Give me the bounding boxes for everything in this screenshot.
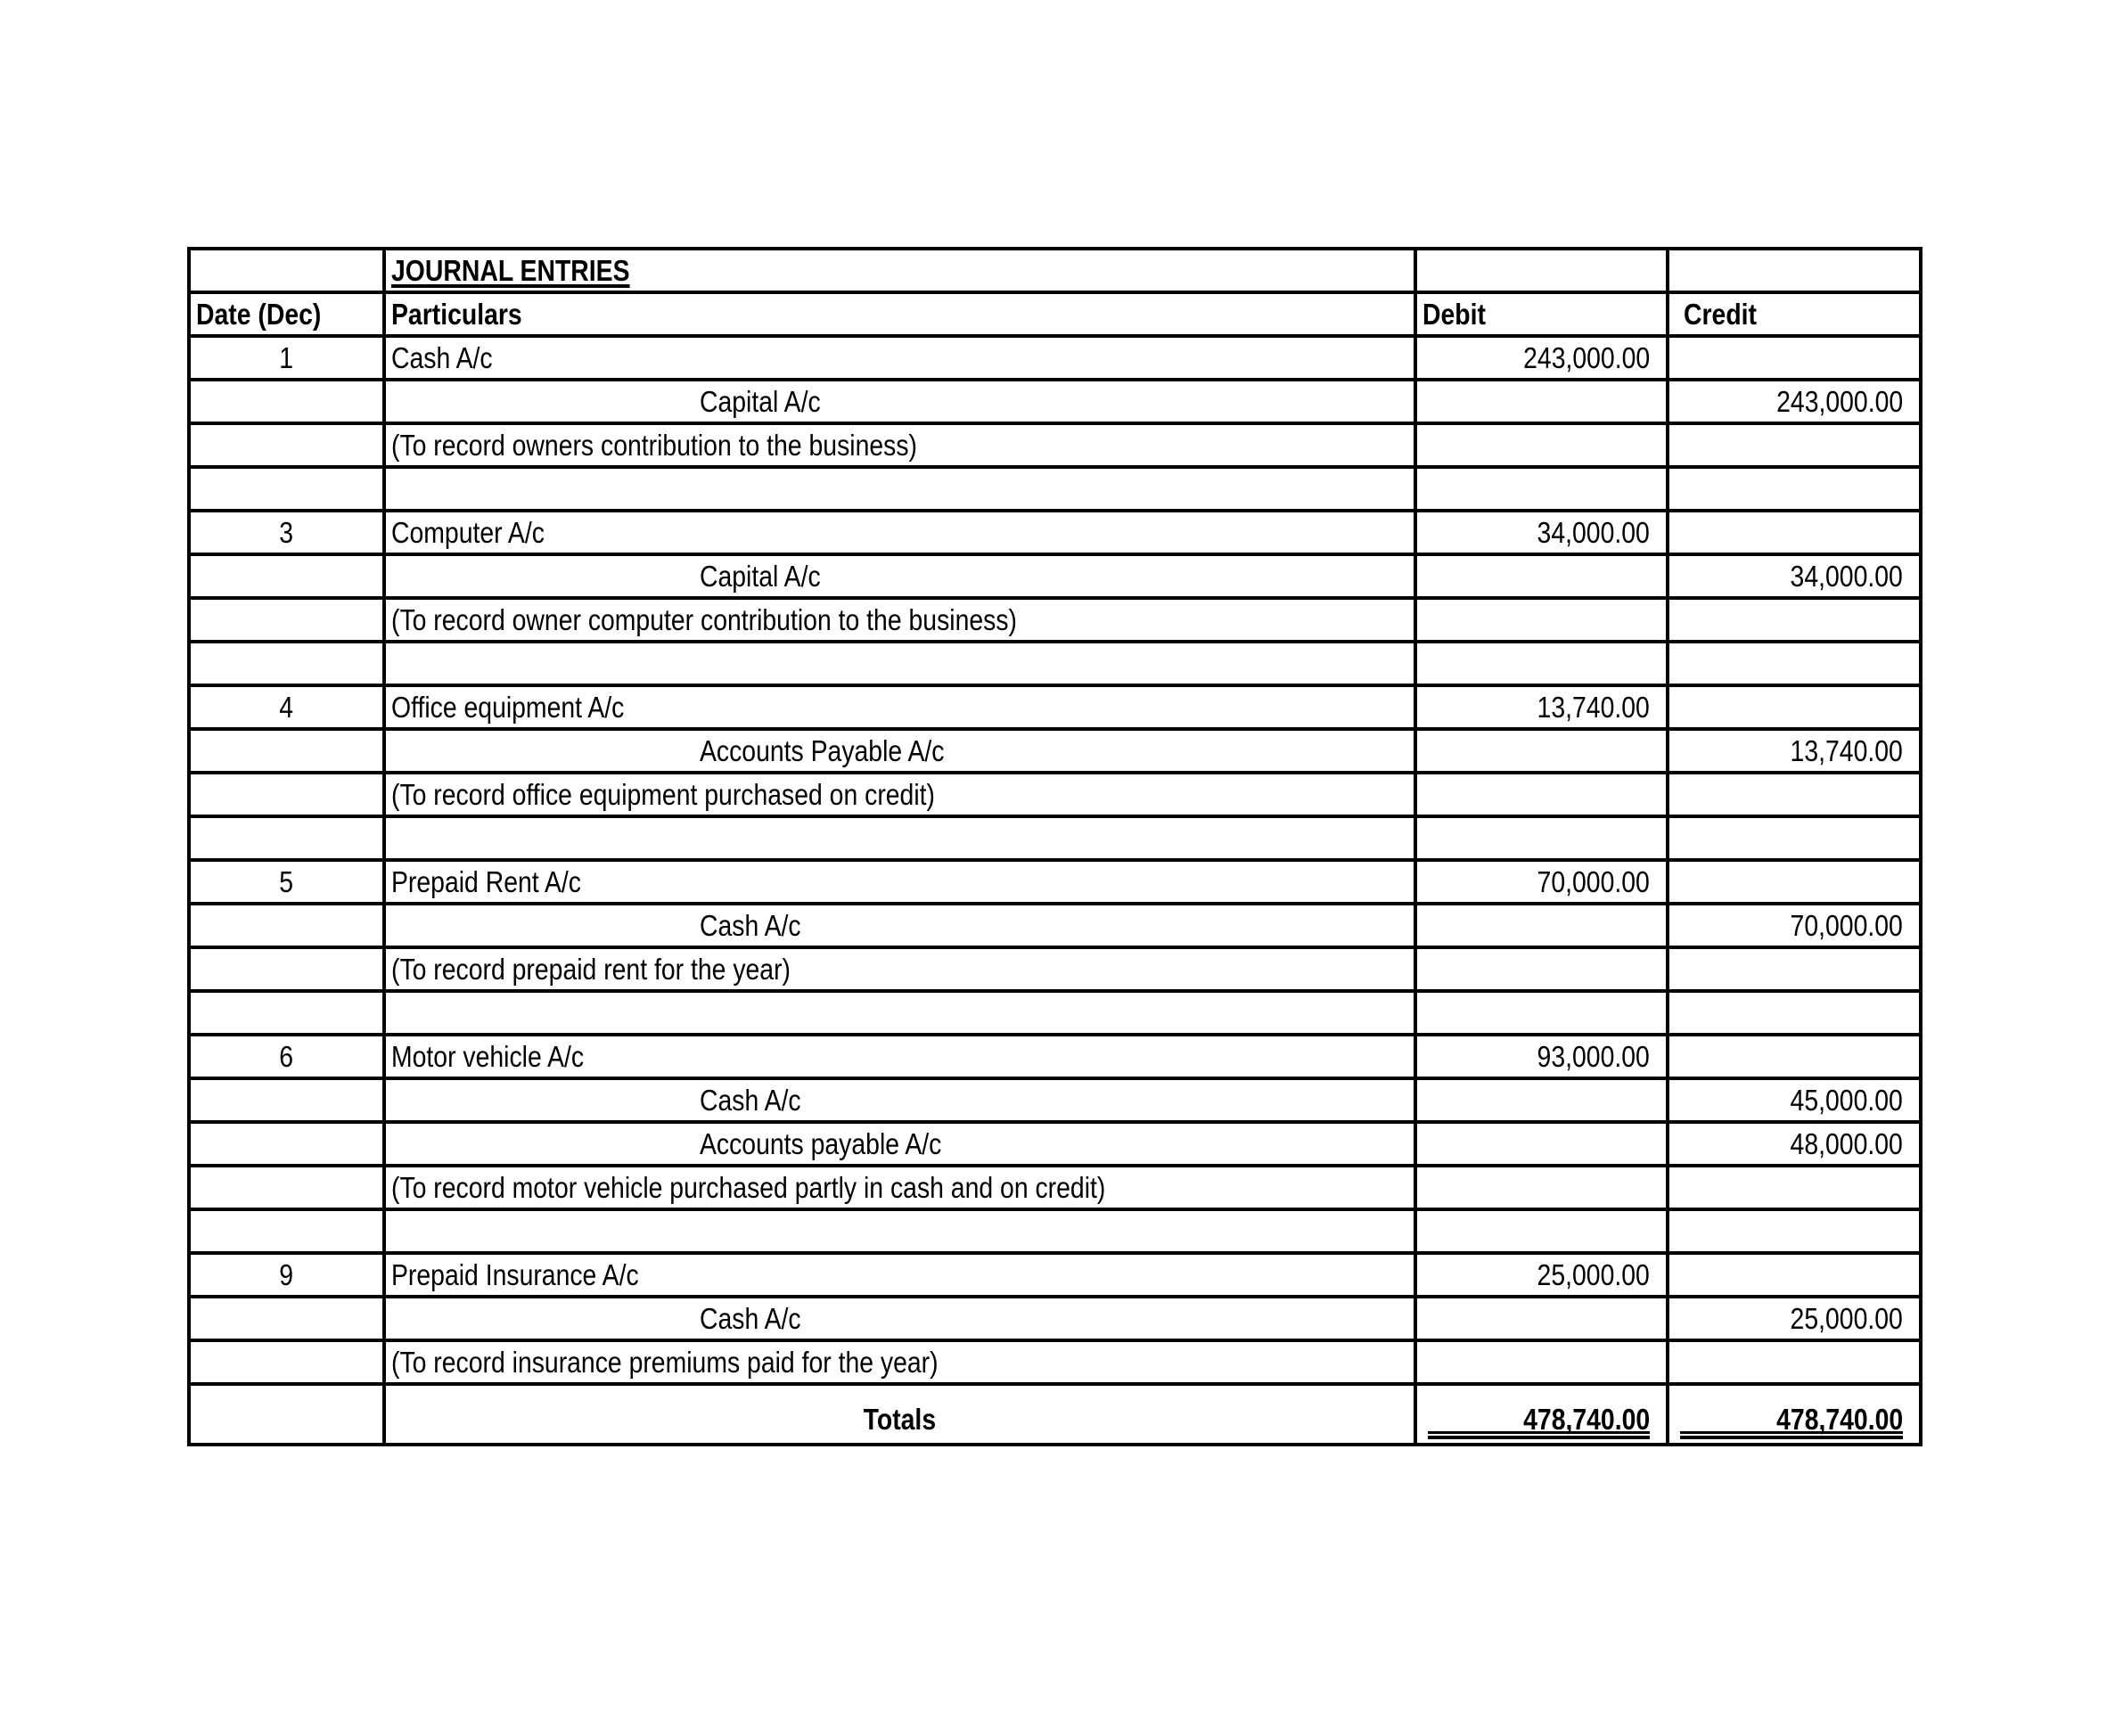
journal-row-credit	[189, 380, 1921, 423]
particulars-text: Cash A/c	[700, 1302, 801, 1335]
date-cell[interactable]	[189, 685, 384, 729]
credit-cell[interactable]	[1668, 729, 1921, 773]
debit-amount: 93,000.00	[1537, 1040, 1650, 1073]
particulars-text: Prepaid Insurance A/c	[391, 1258, 639, 1291]
credit-cell[interactable]	[1668, 947, 1921, 991]
debit-cell[interactable]	[1415, 554, 1668, 598]
debit-cell[interactable]	[1415, 860, 1668, 904]
debit-cell[interactable]	[1415, 336, 1668, 380]
header-particulars-label: Particulars	[391, 298, 522, 331]
cell[interactable]	[1668, 249, 1921, 292]
debit-amount: 34,000.00	[1537, 516, 1650, 549]
debit-cell[interactable]	[1415, 1035, 1668, 1078]
credit-cell[interactable]	[1668, 1297, 1921, 1340]
date-cell[interactable]	[189, 1078, 384, 1122]
debit-cell[interactable]	[1415, 904, 1668, 947]
credit-cell[interactable]	[1668, 336, 1921, 380]
particulars-cell[interactable]	[384, 1078, 1415, 1122]
date-cell[interactable]	[189, 380, 384, 423]
journal-row-credit	[189, 729, 1921, 773]
particulars-text: Computer A/c	[391, 516, 545, 549]
totals-row	[189, 1384, 1921, 1445]
total-credit: 478,740.00	[1775, 1403, 1903, 1436]
particulars-cell[interactable]	[384, 729, 1415, 773]
credit-cell[interactable]	[1668, 511, 1921, 554]
journal-row-narration	[189, 1166, 1921, 1209]
credit-cell[interactable]	[1668, 991, 1921, 1035]
date-cell[interactable]	[189, 1209, 384, 1253]
particulars-cell[interactable]	[384, 1166, 1415, 1209]
date-value: 6	[279, 1040, 294, 1073]
debit-cell[interactable]	[1415, 685, 1668, 729]
credit-amount: 45,000.00	[1790, 1084, 1903, 1117]
journal-row-blank	[189, 1209, 1921, 1253]
particulars-cell[interactable]	[384, 598, 1415, 642]
journal-row-narration	[189, 598, 1921, 642]
credit-amount: 13,740.00	[1790, 734, 1903, 767]
double-underline	[1428, 1431, 1650, 1439]
particulars-cell[interactable]	[384, 816, 1415, 860]
credit-amount: 243,000.00	[1775, 385, 1903, 418]
header-credit[interactable]	[1668, 292, 1921, 336]
journal-row-blank	[189, 642, 1921, 685]
date-cell[interactable]	[189, 1297, 384, 1340]
particulars-text: Cash A/c	[700, 1084, 801, 1117]
credit-cell[interactable]	[1668, 1122, 1921, 1166]
date-cell[interactable]	[189, 773, 384, 816]
journal-row-debit	[189, 1035, 1921, 1078]
total-debit: 478,740.00	[1522, 1403, 1650, 1436]
date-value: 5	[279, 865, 294, 898]
particulars-text: Motor vehicle A/c	[391, 1040, 585, 1073]
header-date-label: Date (Dec)	[196, 298, 322, 331]
date-cell[interactable]	[189, 1035, 384, 1078]
credit-cell[interactable]	[1668, 1253, 1921, 1297]
journal-row-narration	[189, 423, 1921, 467]
credit-cell[interactable]	[1668, 1078, 1921, 1122]
debit-cell[interactable]	[1415, 511, 1668, 554]
journal-row-debit	[189, 1253, 1921, 1297]
credit-cell[interactable]	[1668, 685, 1921, 729]
date-cell[interactable]	[189, 598, 384, 642]
particulars-cell[interactable]	[384, 642, 1415, 685]
title-row	[189, 249, 1921, 292]
credit-cell[interactable]	[1668, 1209, 1921, 1253]
particulars-cell[interactable]	[384, 685, 1415, 729]
date-cell[interactable]	[189, 1384, 384, 1445]
particulars-cell[interactable]	[384, 860, 1415, 904]
particulars-text: (To record prepaid rent for the year)	[391, 953, 791, 986]
journal-row-debit	[189, 336, 1921, 380]
particulars-text: Office equipment A/c	[391, 691, 625, 724]
date-cell[interactable]	[189, 816, 384, 860]
journal-row-credit	[189, 1297, 1921, 1340]
cell[interactable]	[189, 249, 384, 292]
journal-row-debit	[189, 685, 1921, 729]
debit-cell[interactable]	[1415, 1166, 1668, 1209]
particulars-cell[interactable]	[384, 1297, 1415, 1340]
particulars-text: Accounts Payable A/c	[700, 734, 945, 767]
debit-amount: 13,740.00	[1537, 691, 1650, 724]
particulars-text: (To record insurance premiums paid for the year)	[391, 1346, 939, 1379]
credit-cell[interactable]	[1668, 598, 1921, 642]
credit-cell[interactable]	[1668, 554, 1921, 598]
date-cell[interactable]	[189, 423, 384, 467]
journal-row-blank	[189, 991, 1921, 1035]
date-value: 4	[279, 691, 294, 724]
date-cell[interactable]	[189, 1340, 384, 1384]
debit-amount: 25,000.00	[1537, 1258, 1650, 1291]
credit-amount: 48,000.00	[1790, 1127, 1903, 1160]
total-credit-cell[interactable]	[1668, 1384, 1921, 1445]
total-debit-cell[interactable]	[1415, 1384, 1668, 1445]
date-value: 1	[279, 341, 294, 374]
particulars-cell[interactable]	[384, 1122, 1415, 1166]
particulars-text: Cash A/c	[700, 909, 801, 942]
debit-cell[interactable]	[1415, 729, 1668, 773]
date-cell[interactable]	[189, 554, 384, 598]
date-cell[interactable]	[189, 860, 384, 904]
credit-cell[interactable]	[1668, 1340, 1921, 1384]
date-cell[interactable]	[189, 336, 384, 380]
date-cell[interactable]	[189, 729, 384, 773]
particulars-cell[interactable]	[384, 423, 1415, 467]
particulars-text: Capital A/c	[700, 385, 821, 418]
debit-cell[interactable]	[1415, 423, 1668, 467]
header-date[interactable]	[189, 292, 384, 336]
credit-cell[interactable]	[1668, 380, 1921, 423]
particulars-text: (To record owners contribution to the business)	[391, 429, 917, 462]
particulars-text: (To record motor vehicle purchased partly in cash and on credit)	[391, 1171, 1106, 1204]
credit-cell[interactable]	[1668, 642, 1921, 685]
particulars-text: Capital A/c	[700, 560, 821, 593]
credit-cell[interactable]	[1668, 423, 1921, 467]
journal-row-narration	[189, 947, 1921, 991]
journal-row-narration	[189, 1340, 1921, 1384]
debit-cell[interactable]	[1415, 1122, 1668, 1166]
credit-amount: 25,000.00	[1790, 1302, 1903, 1335]
date-cell[interactable]	[189, 947, 384, 991]
debit-cell[interactable]	[1415, 598, 1668, 642]
journal-row-credit	[189, 554, 1921, 598]
particulars-cell[interactable]	[384, 1340, 1415, 1384]
double-underline	[1680, 1431, 1903, 1439]
journal-row-narration	[189, 773, 1921, 816]
totals-label-cell[interactable]	[384, 1384, 1415, 1445]
journal-row-debit	[189, 511, 1921, 554]
particulars-cell[interactable]	[384, 904, 1415, 947]
credit-cell[interactable]	[1668, 467, 1921, 511]
particulars-cell[interactable]	[384, 1035, 1415, 1078]
particulars-cell[interactable]	[384, 511, 1415, 554]
credit-cell[interactable]	[1668, 1035, 1921, 1078]
date-cell[interactable]	[189, 1253, 384, 1297]
totals-label: Totals	[863, 1403, 937, 1436]
particulars-text: (To record owner computer contribution to the business)	[391, 603, 1017, 636]
date-cell[interactable]	[189, 467, 384, 511]
debit-cell[interactable]	[1415, 1209, 1668, 1253]
credit-cell[interactable]	[1668, 1166, 1921, 1209]
particulars-cell[interactable]	[384, 380, 1415, 423]
date-value: 3	[279, 516, 294, 549]
debit-cell[interactable]	[1415, 947, 1668, 991]
journal-row-credit	[189, 904, 1921, 947]
debit-cell[interactable]	[1415, 816, 1668, 860]
date-cell[interactable]	[189, 991, 384, 1035]
journal-title: JOURNAL ENTRIES	[391, 254, 630, 287]
particulars-cell[interactable]	[384, 467, 1415, 511]
journal-row-blank	[189, 467, 1921, 511]
particulars-cell[interactable]	[384, 554, 1415, 598]
credit-cell[interactable]	[1668, 773, 1921, 816]
debit-cell[interactable]	[1415, 1078, 1668, 1122]
date-cell[interactable]	[189, 1122, 384, 1166]
date-cell[interactable]	[189, 1166, 384, 1209]
debit-cell[interactable]	[1415, 1253, 1668, 1297]
journal-row-credit	[189, 1078, 1921, 1122]
journal-row-credit	[189, 1122, 1921, 1166]
header-debit[interactable]	[1415, 292, 1668, 336]
debit-cell[interactable]	[1415, 991, 1668, 1035]
particulars-text: (To record office equipment purchased on credit)	[391, 778, 935, 811]
debit-cell[interactable]	[1415, 773, 1668, 816]
date-value: 9	[279, 1258, 294, 1291]
date-cell[interactable]	[189, 511, 384, 554]
debit-cell[interactable]	[1415, 642, 1668, 685]
particulars-text: Cash A/c	[391, 341, 493, 374]
journal-table	[187, 247, 1923, 1446]
title-cell[interactable]	[384, 249, 1415, 292]
header-row	[189, 292, 1921, 336]
date-cell[interactable]	[189, 904, 384, 947]
journal-sheet	[187, 247, 1923, 1446]
debit-cell[interactable]	[1415, 467, 1668, 511]
header-credit-label: Credit	[1684, 298, 1757, 331]
credit-amount: 70,000.00	[1790, 909, 1903, 942]
date-cell[interactable]	[189, 642, 384, 685]
header-debit-label: Debit	[1422, 298, 1486, 331]
particulars-cell[interactable]	[384, 1209, 1415, 1253]
particulars-cell[interactable]	[384, 991, 1415, 1035]
particulars-cell[interactable]	[384, 1253, 1415, 1297]
particulars-cell[interactable]	[384, 773, 1415, 816]
credit-cell[interactable]	[1668, 860, 1921, 904]
cell[interactable]	[1415, 249, 1668, 292]
credit-amount: 34,000.00	[1790, 560, 1903, 593]
journal-row-blank	[189, 816, 1921, 860]
particulars-cell[interactable]	[384, 947, 1415, 991]
debit-amount: 243,000.00	[1522, 341, 1650, 374]
header-particulars[interactable]	[384, 292, 1415, 336]
particulars-text: Accounts payable A/c	[700, 1127, 942, 1160]
credit-cell[interactable]	[1668, 816, 1921, 860]
credit-cell[interactable]	[1668, 904, 1921, 947]
journal-row-debit	[189, 860, 1921, 904]
debit-cell[interactable]	[1415, 380, 1668, 423]
debit-cell[interactable]	[1415, 1297, 1668, 1340]
particulars-cell[interactable]	[384, 336, 1415, 380]
debit-amount: 70,000.00	[1537, 865, 1650, 898]
particulars-text: Prepaid Rent A/c	[391, 865, 581, 898]
debit-cell[interactable]	[1415, 1340, 1668, 1384]
